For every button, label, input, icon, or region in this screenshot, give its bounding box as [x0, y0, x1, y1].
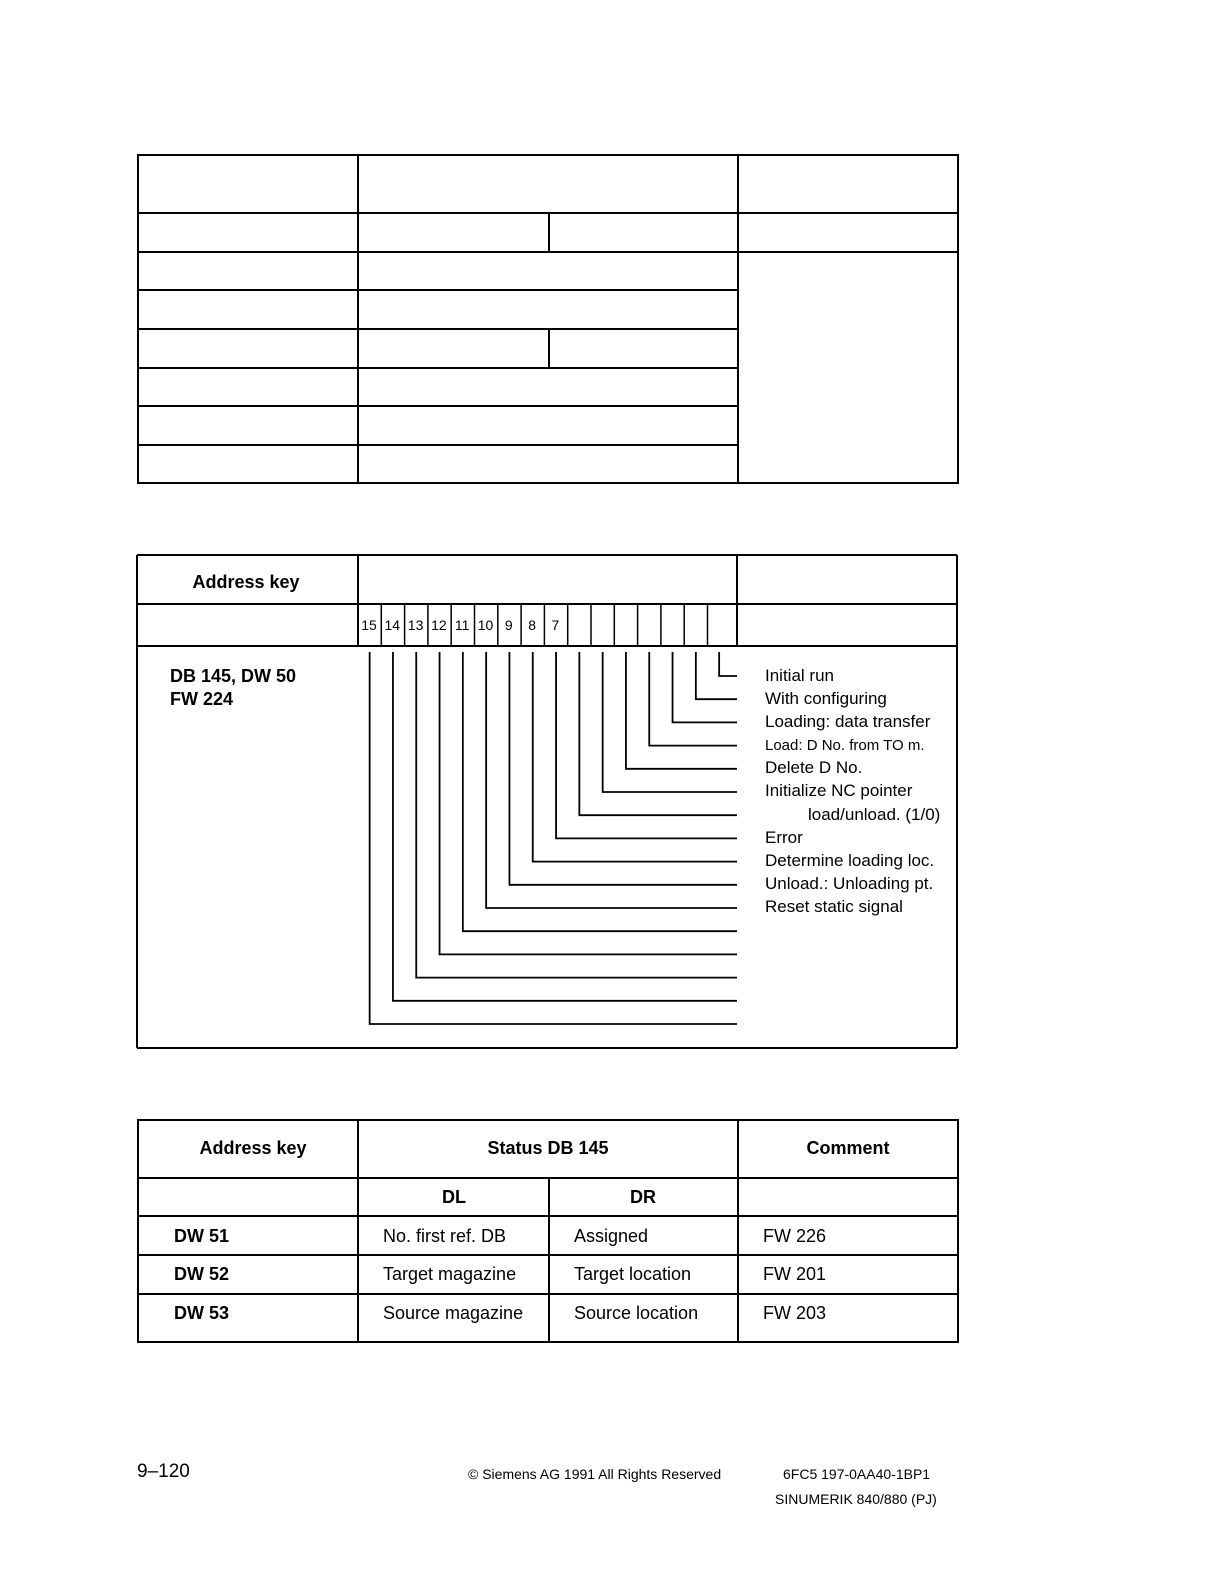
- signal-determine-loading-loc: Determine loading loc.: [765, 851, 935, 870]
- bit-signal-line: [393, 652, 737, 1001]
- bit-number: 15: [361, 617, 377, 633]
- empty-table-grid: [0, 0, 1224, 520]
- bit-number: 12: [431, 617, 447, 633]
- dl-header: DL: [442, 1187, 466, 1207]
- table-row-2-comment: FW 201: [763, 1264, 827, 1284]
- signal-reset-static: Reset static signal: [765, 897, 903, 916]
- table-row-3-comment: FW 203: [763, 1303, 827, 1323]
- order-number: 6FC5 197-0AA40-1BP1: [783, 1466, 931, 1482]
- signal-with-configuring: With configuring: [765, 689, 887, 708]
- comment-header: Comment: [806, 1138, 890, 1158]
- table-row-1-address: DW 51: [174, 1226, 230, 1246]
- signal-load-d-no: Load: D No. from TO m.: [765, 737, 925, 754]
- table-row-2-address: DW 52: [174, 1264, 230, 1284]
- table-row-2-dl: Target magazine: [383, 1264, 517, 1284]
- bit-signal-line: [440, 652, 737, 954]
- bit-number: 10: [477, 617, 494, 633]
- bit-signal-line: [626, 652, 737, 769]
- bit-number: 11: [454, 617, 470, 633]
- table-row-2-dr: Target location: [574, 1264, 692, 1284]
- bit-number: 13: [407, 617, 424, 633]
- table-row-1-dr: Assigned: [574, 1226, 649, 1246]
- address-key-header: Address key: [192, 572, 300, 592]
- signal-initialize-nc-pointer: Initialize NC pointer: [765, 781, 913, 800]
- table-row-1-comment: FW 226: [763, 1226, 827, 1246]
- bit-signal-line: [533, 652, 737, 862]
- table-row-3-address: DW 53: [174, 1303, 230, 1323]
- signal-initial-run: Initial run: [765, 666, 834, 685]
- page-number: 9–120: [137, 1461, 190, 1482]
- table-row-3-dl: Source magazine: [383, 1303, 524, 1323]
- bit-diagram-frame: [0, 540, 1224, 1060]
- table-row-1-dl: No. first ref. DB: [383, 1226, 507, 1246]
- product-name: SINUMERIK 840/880 (PJ): [775, 1491, 937, 1507]
- status-db-header: Status DB 145: [487, 1138, 609, 1158]
- signal-unloading-pt: Unload.: Unloading pt.: [765, 874, 934, 893]
- table-row-3-dr: Source location: [574, 1303, 699, 1323]
- signal-load-unload: load/unload. (1/0): [808, 805, 941, 824]
- signal-loading-data-transfer: Loading: data transfer: [765, 712, 931, 731]
- bit-signal-line: [486, 652, 737, 908]
- address-line-1: DB 145, DW 50: [170, 666, 297, 686]
- dr-header: DR: [630, 1187, 656, 1207]
- bit-number: 14: [384, 617, 401, 633]
- bit-number: 8: [528, 617, 536, 633]
- bit-number: 7: [551, 617, 560, 633]
- bit-signal-line: [673, 652, 737, 722]
- status-address-key-header: Address key: [199, 1138, 307, 1158]
- bit-number: 9: [504, 617, 513, 633]
- copyright: © Siemens AG 1991 All Rights Reserved: [468, 1466, 722, 1482]
- signal-error: Error: [765, 828, 803, 847]
- bit-signal-line: [719, 652, 737, 676]
- signal-delete-d-no: Delete D No.: [765, 758, 863, 777]
- address-line-2: FW 224: [170, 689, 234, 709]
